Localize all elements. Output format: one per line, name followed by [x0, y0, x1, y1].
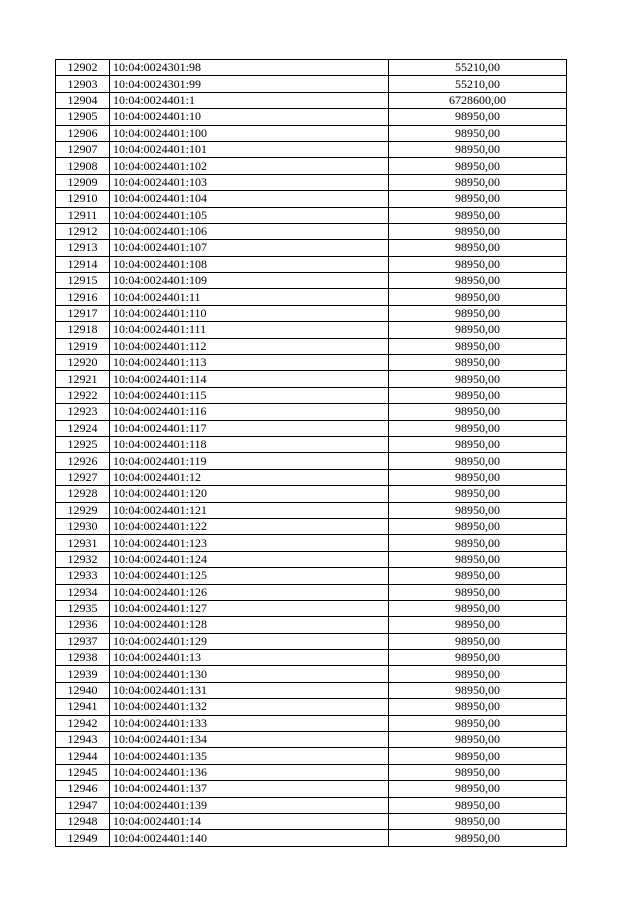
cadastral-value-cell: 98950,00 [389, 158, 567, 174]
cadastral-number-cell: 10:04:0024401:13 [110, 650, 389, 666]
cadastral-value-cell: 98950,00 [389, 617, 567, 633]
table-row [56, 797, 567, 813]
cadastral-number-cell: 10:04:0024401:127 [110, 600, 389, 616]
cadastral-value-cell: 98950,00 [389, 486, 567, 502]
row-number-cell: 12913 [56, 240, 110, 256]
table-row [56, 191, 567, 207]
cadastral-number-cell: 10:04:0024401:106 [110, 223, 389, 239]
table-row [56, 76, 567, 92]
table-row [56, 830, 567, 846]
row-number-cell: 12915 [56, 273, 110, 289]
row-number-cell: 12937 [56, 633, 110, 649]
row-number-cell: 12910 [56, 191, 110, 207]
row-number-cell: 12925 [56, 436, 110, 452]
cadastral-number-cell: 10:04:0024401:101 [110, 141, 389, 157]
table-row [56, 469, 567, 485]
table-body [56, 60, 567, 847]
row-number-cell: 12945 [56, 764, 110, 780]
table-row [56, 666, 567, 682]
cadastral-value-cell: 98950,00 [389, 682, 567, 698]
table-row [56, 355, 567, 371]
cadastral-value-cell: 98950,00 [389, 322, 567, 338]
cadastral-number-cell: 10:04:0024401:125 [110, 568, 389, 584]
cadastral-value-cell: 98950,00 [389, 371, 567, 387]
cadastral-value-cell: 98950,00 [389, 781, 567, 797]
cadastral-value-cell: 98950,00 [389, 256, 567, 272]
row-number-cell: 12906 [56, 125, 110, 141]
cadastral-value-cell: 98950,00 [389, 289, 567, 305]
cadastral-value-cell: 98950,00 [389, 240, 567, 256]
cadastral-value-cell: 98950,00 [389, 273, 567, 289]
cadastral-value-cell: 98950,00 [389, 305, 567, 321]
row-number-cell: 12907 [56, 141, 110, 157]
table-row [56, 535, 567, 551]
row-number-cell: 12947 [56, 797, 110, 813]
table-row [56, 600, 567, 616]
table-row [56, 518, 567, 534]
cadastral-value-cell: 55210,00 [389, 60, 567, 76]
cadastral-number-cell: 10:04:0024401:132 [110, 699, 389, 715]
table-row [56, 748, 567, 764]
cadastral-number-cell: 10:04:0024401:135 [110, 748, 389, 764]
table-row [56, 371, 567, 387]
row-number-cell: 12949 [56, 830, 110, 846]
row-number-cell: 12908 [56, 158, 110, 174]
table-row [56, 289, 567, 305]
cadastral-number-cell: 10:04:0024301:98 [110, 60, 389, 76]
cadastral-value-cell: 98950,00 [389, 633, 567, 649]
cadastral-number-cell: 10:04:0024401:119 [110, 453, 389, 469]
table-row [56, 174, 567, 190]
cadastral-value-cell: 98950,00 [389, 600, 567, 616]
row-number-cell: 12930 [56, 518, 110, 534]
cadastral-number-cell: 10:04:0024401:123 [110, 535, 389, 551]
cadastral-value-cell: 98950,00 [389, 584, 567, 600]
cadastral-value-cell: 98950,00 [389, 699, 567, 715]
cadastral-number-cell: 10:04:0024401:137 [110, 781, 389, 797]
cadastral-number-cell: 10:04:0024401:112 [110, 338, 389, 354]
row-number-cell: 12936 [56, 617, 110, 633]
cadastral-value-cell: 98950,00 [389, 518, 567, 534]
table-row [56, 240, 567, 256]
table-row [56, 223, 567, 239]
row-number-cell: 12923 [56, 404, 110, 420]
cadastral-value-cell: 98950,00 [389, 830, 567, 846]
cadastral-number-cell: 10:04:0024401:136 [110, 764, 389, 780]
cadastral-number-cell: 10:04:0024401:116 [110, 404, 389, 420]
cadastral-number-cell: 10:04:0024401:102 [110, 158, 389, 174]
row-number-cell: 12948 [56, 813, 110, 829]
cadastral-value-cell: 98950,00 [389, 469, 567, 485]
cadastral-value-cell: 98950,00 [389, 436, 567, 452]
table-row [56, 682, 567, 698]
row-number-cell: 12914 [56, 256, 110, 272]
row-number-cell: 12912 [56, 223, 110, 239]
table-row [56, 387, 567, 403]
cadastral-value-cell: 98950,00 [389, 568, 567, 584]
row-number-cell: 12933 [56, 568, 110, 584]
row-number-cell: 12924 [56, 420, 110, 436]
table-row [56, 322, 567, 338]
table-row [56, 273, 567, 289]
cadastral-value-cell: 55210,00 [389, 76, 567, 92]
table-row [56, 732, 567, 748]
table-row [56, 158, 567, 174]
row-number-cell: 12944 [56, 748, 110, 764]
row-number-cell: 12920 [56, 355, 110, 371]
cadastral-number-cell: 10:04:0024401:109 [110, 273, 389, 289]
cadastral-number-cell: 10:04:0024401:115 [110, 387, 389, 403]
row-number-cell: 12942 [56, 715, 110, 731]
cadastral-number-cell: 10:04:0024401:139 [110, 797, 389, 813]
cadastral-value-cell: 98950,00 [389, 141, 567, 157]
cadastral-number-cell: 10:04:0024401:114 [110, 371, 389, 387]
row-number-cell: 12916 [56, 289, 110, 305]
cadastral-value-cell: 98950,00 [389, 535, 567, 551]
cadastral-number-cell: 10:04:0024401:134 [110, 732, 389, 748]
cadastral-number-cell: 10:04:0024401:122 [110, 518, 389, 534]
cadastral-number-cell: 10:04:0024401:140 [110, 830, 389, 846]
row-number-cell: 12926 [56, 453, 110, 469]
table-row [56, 60, 567, 76]
cadastral-value-cell: 98950,00 [389, 797, 567, 813]
row-number-cell: 12927 [56, 469, 110, 485]
cadastral-value-table [55, 59, 567, 847]
table-row [56, 551, 567, 567]
cadastral-number-cell: 10:04:0024401:107 [110, 240, 389, 256]
table-row [56, 207, 567, 223]
cadastral-number-cell: 10:04:0024401:11 [110, 289, 389, 305]
row-number-cell: 12917 [56, 305, 110, 321]
table-row [56, 125, 567, 141]
row-number-cell: 12940 [56, 682, 110, 698]
table-row [56, 502, 567, 518]
cadastral-value-cell: 98950,00 [389, 551, 567, 567]
table-row [56, 453, 567, 469]
cadastral-number-cell: 10:04:0024401:104 [110, 191, 389, 207]
row-number-cell: 12931 [56, 535, 110, 551]
row-number-cell: 12939 [56, 666, 110, 682]
cadastral-number-cell: 10:04:0024401:103 [110, 174, 389, 190]
cadastral-number-cell: 10:04:0024401:118 [110, 436, 389, 452]
cadastral-number-cell: 10:04:0024401:128 [110, 617, 389, 633]
row-number-cell: 12928 [56, 486, 110, 502]
cadastral-value-cell: 98950,00 [389, 125, 567, 141]
cadastral-number-cell: 10:04:0024401:131 [110, 682, 389, 698]
table-row [56, 92, 567, 108]
cadastral-number-cell: 10:04:0024401:117 [110, 420, 389, 436]
row-number-cell: 12938 [56, 650, 110, 666]
row-number-cell: 12929 [56, 502, 110, 518]
table-row [56, 486, 567, 502]
row-number-cell: 12903 [56, 76, 110, 92]
cadastral-value-cell: 98950,00 [389, 404, 567, 420]
row-number-cell: 12922 [56, 387, 110, 403]
cadastral-number-cell: 10:04:0024401:12 [110, 469, 389, 485]
table-row [56, 404, 567, 420]
table-row [56, 420, 567, 436]
cadastral-number-cell: 10:04:0024401:14 [110, 813, 389, 829]
row-number-cell: 12905 [56, 109, 110, 125]
table-row [56, 584, 567, 600]
table-row [56, 617, 567, 633]
table-row [56, 305, 567, 321]
cadastral-number-cell: 10:04:0024401:100 [110, 125, 389, 141]
cadastral-value-cell: 98950,00 [389, 715, 567, 731]
cadastral-value-cell: 98950,00 [389, 420, 567, 436]
table-row [56, 781, 567, 797]
cadastral-value-cell: 98950,00 [389, 813, 567, 829]
row-number-cell: 12946 [56, 781, 110, 797]
cadastral-number-cell: 10:04:0024401:130 [110, 666, 389, 682]
cadastral-number-cell: 10:04:0024301:99 [110, 76, 389, 92]
cadastral-number-cell: 10:04:0024401:10 [110, 109, 389, 125]
cadastral-value-cell: 98950,00 [389, 174, 567, 190]
cadastral-number-cell: 10:04:0024401:105 [110, 207, 389, 223]
cadastral-value-cell: 98950,00 [389, 109, 567, 125]
row-number-cell: 12911 [56, 207, 110, 223]
table-row [56, 764, 567, 780]
row-number-cell: 12943 [56, 732, 110, 748]
cadastral-value-cell: 98950,00 [389, 338, 567, 354]
cadastral-number-cell: 10:04:0024401:129 [110, 633, 389, 649]
cadastral-value-cell: 98950,00 [389, 748, 567, 764]
cadastral-number-cell: 10:04:0024401:111 [110, 322, 389, 338]
row-number-cell: 12904 [56, 92, 110, 108]
row-number-cell: 12919 [56, 338, 110, 354]
cadastral-value-cell: 98950,00 [389, 191, 567, 207]
table-row [56, 568, 567, 584]
table-row [56, 109, 567, 125]
row-number-cell: 12941 [56, 699, 110, 715]
row-number-cell: 12921 [56, 371, 110, 387]
cadastral-number-cell: 10:04:0024401:121 [110, 502, 389, 518]
cadastral-value-cell: 98950,00 [389, 453, 567, 469]
table-row [56, 813, 567, 829]
table-row [56, 715, 567, 731]
cadastral-value-cell: 98950,00 [389, 666, 567, 682]
cadastral-value-cell: 98950,00 [389, 355, 567, 371]
table-row [56, 338, 567, 354]
table-row [56, 633, 567, 649]
cadastral-number-cell: 10:04:0024401:120 [110, 486, 389, 502]
cadastral-number-cell: 10:04:0024401:1 [110, 92, 389, 108]
cadastral-value-cell: 98950,00 [389, 764, 567, 780]
cadastral-value-cell: 98950,00 [389, 207, 567, 223]
cadastral-value-cell: 98950,00 [389, 502, 567, 518]
cadastral-value-cell: 98950,00 [389, 732, 567, 748]
table-row [56, 141, 567, 157]
row-number-cell: 12909 [56, 174, 110, 190]
cadastral-number-cell: 10:04:0024401:110 [110, 305, 389, 321]
cadastral-number-cell: 10:04:0024401:124 [110, 551, 389, 567]
cadastral-value-cell: 98950,00 [389, 387, 567, 403]
cadastral-number-cell: 10:04:0024401:113 [110, 355, 389, 371]
cadastral-number-cell: 10:04:0024401:108 [110, 256, 389, 272]
table-row [56, 256, 567, 272]
cadastral-number-cell: 10:04:0024401:126 [110, 584, 389, 600]
row-number-cell: 12934 [56, 584, 110, 600]
cadastral-number-cell: 10:04:0024401:133 [110, 715, 389, 731]
table-row [56, 436, 567, 452]
table-row [56, 650, 567, 666]
row-number-cell: 12918 [56, 322, 110, 338]
cadastral-value-cell: 6728600,00 [389, 92, 567, 108]
table-row [56, 699, 567, 715]
cadastral-value-cell: 98950,00 [389, 650, 567, 666]
row-number-cell: 12932 [56, 551, 110, 567]
row-number-cell: 12902 [56, 60, 110, 76]
row-number-cell: 12935 [56, 600, 110, 616]
cadastral-value-cell: 98950,00 [389, 223, 567, 239]
